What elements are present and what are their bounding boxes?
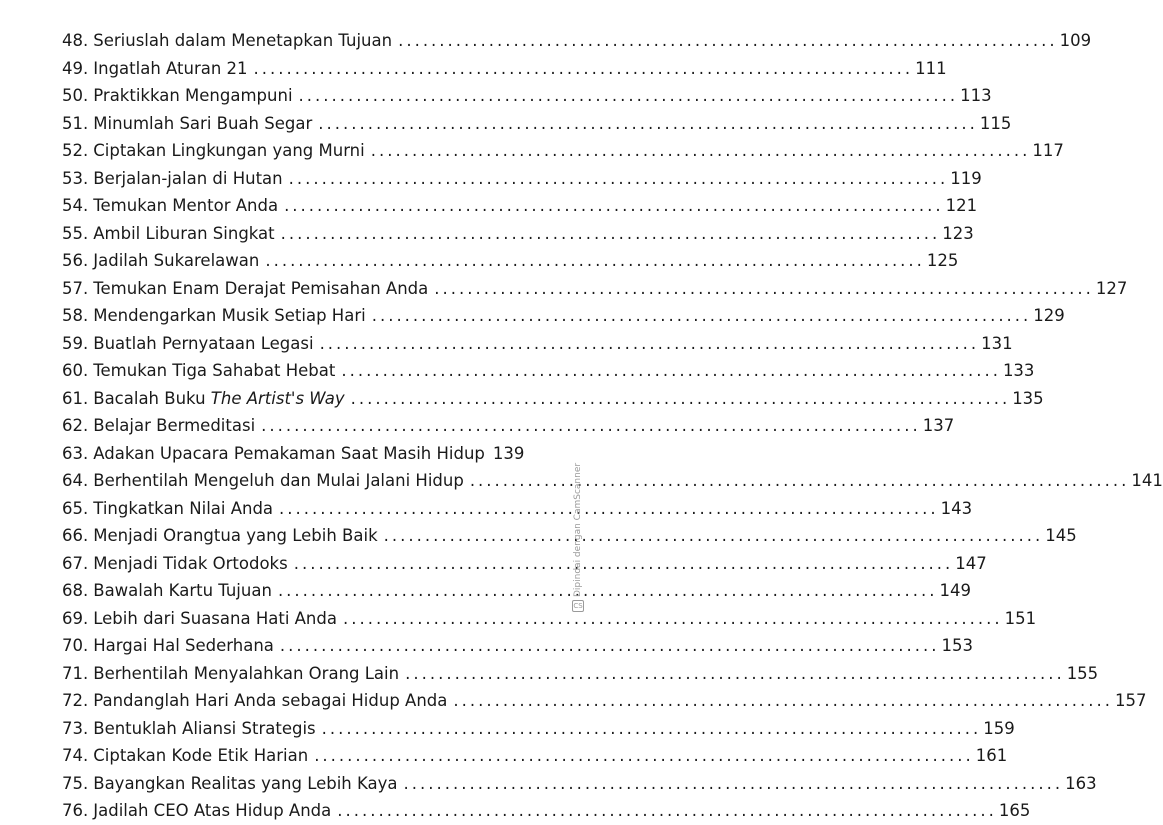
entry-title: Bawalah Kartu Tujuan	[93, 581, 272, 600]
dot-leader: ................................................................................	[293, 553, 954, 573]
entry-number: 67.	[62, 553, 89, 573]
entry-title: Tingkatkan Nilai Anda	[93, 498, 274, 518]
entry-number: 75.	[62, 773, 89, 793]
scanner-watermark-text: Dipindai dengan CamScanner	[573, 462, 583, 597]
dot-leader: ................................................................................	[319, 333, 980, 353]
entry-title: Ingatlah Aturan 21	[93, 58, 248, 78]
camscanner-logo-icon: CS	[573, 602, 583, 610]
toc-entry	[62, 660, 1099, 688]
entry-page-number: 109	[1059, 31, 1092, 50]
entry-number: 51.	[62, 113, 89, 133]
entry-number: 72.	[62, 691, 89, 710]
entry-number: 56.	[62, 251, 89, 270]
entry-page-number: 131	[981, 333, 1013, 353]
toc-entry	[62, 137, 1064, 165]
entry-number: 52.	[62, 141, 89, 160]
toc-entry	[62, 82, 992, 110]
entry-page-number: 119	[950, 168, 982, 188]
entry-number: 53.	[62, 168, 89, 188]
entry-page-number: 135	[1012, 388, 1044, 408]
toc-entry	[62, 247, 959, 275]
entry-number: 48.	[62, 31, 89, 50]
dot-leader: ................................................................................	[318, 113, 978, 133]
dot-leader: ................................................................................	[434, 278, 1094, 298]
dot-leader: ................................................................................	[371, 306, 1032, 325]
entry-number: 55.	[62, 223, 89, 243]
dot-leader: ................................................................................	[403, 773, 1064, 793]
toc-entry	[62, 577, 972, 605]
entry-title: Mendengarkan Musik Setiap Hari	[93, 306, 366, 325]
entry-title: Ciptakan Kode Etik Harian	[93, 746, 309, 765]
entry-page-number: 159	[983, 718, 1015, 738]
entry-title: Berjalan-jalan di Hutan	[93, 168, 283, 188]
entry-page-number: 115	[979, 113, 1012, 133]
dot-leader: ................................................................................	[321, 718, 982, 738]
entry-page-number: 113	[960, 86, 992, 105]
dot-leader: ................................................................................	[284, 196, 944, 215]
toc-entry	[62, 55, 947, 83]
entry-page-number: 139	[492, 443, 525, 463]
toc-entry	[62, 330, 1013, 358]
entry-number: 58.	[62, 306, 89, 325]
entry-number: 60.	[62, 361, 89, 380]
entry-page-number: 161	[975, 746, 1008, 765]
entry-page-number: 123	[942, 223, 974, 243]
toc-entry	[62, 742, 1008, 770]
entry-number: 63.	[62, 443, 89, 463]
entry-page-number: 117	[1032, 141, 1064, 160]
dot-leader: ................................................................................	[405, 663, 1065, 683]
entry-number: 73.	[62, 718, 89, 738]
entry-number: 74.	[62, 746, 89, 765]
toc-entry	[62, 192, 978, 220]
entry-page-number: 145	[1045, 526, 1077, 545]
entry-page-number: 111	[915, 58, 947, 78]
entry-number: 49.	[62, 58, 89, 78]
entry-title	[93, 385, 344, 413]
dot-leader: ................................................................................	[280, 223, 941, 243]
toc-entry	[62, 165, 982, 193]
dot-leader: ................................................................................	[341, 361, 1001, 380]
entry-page-number: 137	[922, 416, 955, 435]
entry-title: Jadilah CEO Atas Hidup Anda	[93, 801, 332, 820]
entry-page-number: 149	[939, 581, 972, 600]
entry-title: Temukan Enam Derajat Pemisahan Anda	[93, 278, 429, 298]
toc-entry	[62, 550, 987, 578]
entry-title-book-name: The Artist's Way	[210, 388, 345, 408]
dot-leader: ................................................................................	[279, 498, 939, 518]
entry-number: 61.	[62, 388, 89, 408]
entry-number: 57.	[62, 278, 89, 298]
entry-title: Ambil Liburan Singkat	[93, 223, 275, 243]
toc-entry	[62, 27, 1092, 55]
entry-title: Temukan Tiga Sahabat Hebat	[93, 361, 336, 380]
entry-number: 50.	[62, 86, 89, 105]
entry-page-number: 147	[955, 553, 987, 573]
entry-page-number: 125	[926, 251, 959, 270]
dot-leader: ................................................................................	[261, 416, 921, 435]
dot-leader: ................................................................................	[253, 58, 914, 78]
toc-entry	[62, 440, 524, 468]
entry-number: 71.	[62, 663, 89, 683]
entry-number: 62.	[62, 416, 89, 435]
entry-title: Adakan Upacara Pemakaman Saat Masih Hidup	[93, 443, 485, 463]
entry-title-prefix: Bacalah Buku	[93, 388, 211, 408]
entry-page-number: 153	[941, 636, 973, 655]
toc-entry	[62, 412, 955, 440]
dot-leader: ................................................................................	[398, 31, 1058, 50]
entry-page-number: 165	[998, 801, 1031, 820]
entry-number: 68.	[62, 581, 89, 600]
scanner-watermark	[572, 463, 584, 612]
entry-page-number: 143	[940, 498, 973, 518]
entry-title: Ciptakan Lingkungan yang Murni	[93, 141, 365, 160]
toc-entry	[62, 797, 1031, 825]
toc-entry	[62, 715, 1015, 743]
dot-leader: ................................................................................	[314, 746, 974, 765]
entry-page-number: 133	[1002, 361, 1035, 380]
entry-number: 66.	[62, 526, 89, 545]
dot-leader: ................................................................................	[453, 691, 1113, 710]
toc-entry	[62, 275, 1128, 303]
entry-title: Berhentilah Mengeluh dan Mulai Jalani Hidup	[93, 471, 464, 490]
entry-number: 59.	[62, 333, 89, 353]
toc-entry	[62, 302, 1065, 330]
dot-leader: ................................................................................	[337, 801, 997, 820]
dot-leader: ................................................................................	[265, 251, 925, 270]
entry-number: 64.	[62, 471, 89, 490]
entry-title: Minumlah Sari Buah Segar	[93, 113, 313, 133]
entry-page-number: 163	[1065, 773, 1097, 793]
entry-title: Belajar Bermeditasi	[93, 416, 256, 435]
entry-page-number: 157	[1114, 691, 1147, 710]
toc-entry	[62, 770, 1097, 798]
dot-leader: ................................................................................	[288, 168, 949, 188]
entry-page-number: 155	[1066, 663, 1099, 683]
entry-title: Praktikkan Mengampuni	[93, 86, 293, 105]
toc-entry	[62, 220, 974, 248]
entry-number: 54.	[62, 196, 89, 215]
toc-entry	[62, 467, 1163, 495]
toc-entry	[62, 357, 1035, 385]
entry-page-number: 121	[945, 196, 978, 215]
entry-title: Temukan Mentor Anda	[93, 196, 279, 215]
entry-number: 69.	[62, 608, 89, 628]
entry-page-number: 141	[1131, 471, 1163, 490]
dot-leader: ................................................................................	[277, 581, 938, 600]
entry-title: Lebih dari Suasana Hati Anda	[93, 608, 337, 628]
entry-number: 76.	[62, 801, 89, 820]
toc-entry	[62, 495, 973, 523]
entry-number: 70.	[62, 636, 89, 655]
dot-leader: ................................................................................	[469, 471, 1130, 490]
entry-title: Pandanglah Hari Anda sebagai Hidup Anda	[93, 691, 448, 710]
entry-title: Bentuklah Aliansi Strategis	[93, 718, 316, 738]
toc-entry	[62, 522, 1077, 550]
toc-entry	[62, 385, 1044, 413]
entry-number: 65.	[62, 498, 89, 518]
entry-page-number: 151	[1004, 608, 1037, 628]
entry-page-number: 127	[1095, 278, 1128, 298]
dot-leader: ................................................................................	[350, 388, 1011, 408]
entry-title: Hargai Hal Sederhana	[93, 636, 274, 655]
entry-title: Seriuslah dalam Menetapkan Tujuan	[93, 31, 393, 50]
toc-entry	[62, 110, 1012, 138]
toc-entry	[62, 632, 973, 660]
dot-leader: ................................................................................	[298, 86, 959, 105]
entry-title: Buatlah Pernyataan Legasi	[93, 333, 314, 353]
entry-title: Menjadi Orangtua yang Lebih Baik	[93, 526, 378, 545]
entry-title: Menjadi Tidak Ortodoks	[93, 553, 288, 573]
entry-page-number: 129	[1033, 306, 1065, 325]
entry-title: Berhentilah Menyalahkan Orang Lain	[93, 663, 400, 683]
dot-leader: ................................................................................	[370, 141, 1031, 160]
toc-entry	[62, 687, 1147, 715]
entry-title: Jadilah Sukarelawan	[93, 251, 260, 270]
entry-title: Bayangkan Realitas yang Lebih Kaya	[93, 773, 398, 793]
dot-leader: ................................................................................	[342, 608, 1003, 628]
dot-leader: ................................................................................	[383, 526, 1044, 545]
dot-leader: ................................................................................	[279, 636, 940, 655]
